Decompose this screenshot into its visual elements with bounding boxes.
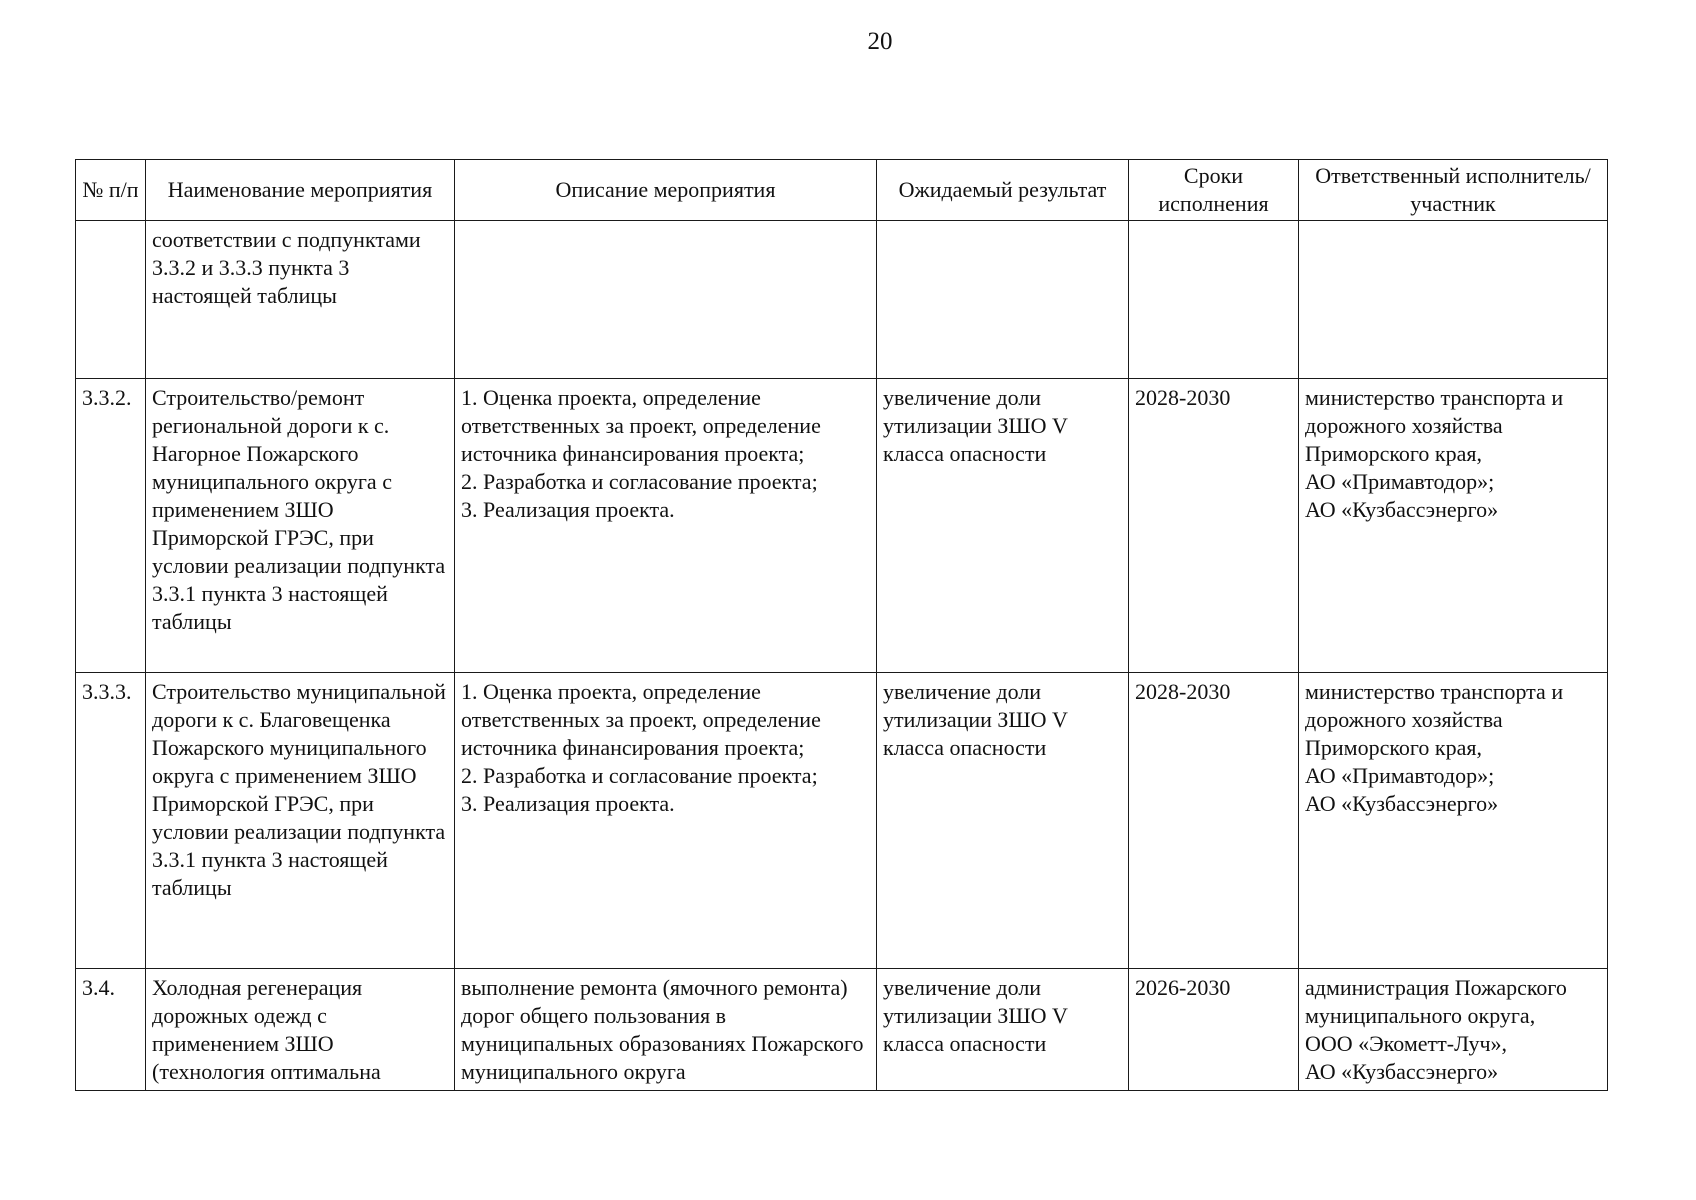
- responsible-entry: АО «Кузбассэнерго»: [1305, 1059, 1499, 1084]
- measures-table: [75, 159, 1608, 1091]
- header-responsible: Ответственный исполнитель/участник: [1299, 160, 1608, 221]
- row-num: 3.3.3.: [76, 673, 146, 969]
- responsible-entry: АО «Кузбассэнерго»: [1305, 791, 1499, 816]
- header-description: Описание мероприятия: [455, 160, 877, 221]
- responsible-entry: министерство транспорта и дорожного хозяйства Приморского края,: [1305, 385, 1564, 466]
- responsible-entry: АО «Примавтодор»;: [1305, 469, 1495, 494]
- row-num: 3.3.2.: [76, 379, 146, 673]
- responsible-entry: ООО «Экометт-Луч»,: [1305, 1031, 1508, 1056]
- row-description: [455, 379, 877, 673]
- description-step: 3. Реализация проекта.: [461, 497, 675, 522]
- row-result: увеличение доли утилизации ЗШО V класса опасности: [877, 673, 1129, 969]
- row-responsible: [1299, 969, 1608, 1091]
- responsible-entry: АО «Примавтодор»;: [1305, 763, 1495, 788]
- page-number: 20: [867, 28, 893, 55]
- row-name: Строительство муниципальной дороги к с. Благовещенка Пожарского муниципального округа с применением ЗШО Приморской ГРЭС, при условии реализации подпункта 3.3.1 пункта 3 настоящей таблицы: [146, 673, 455, 969]
- description-step: 1. Оценка проекта, определение ответственных за проект, определение источника финансирования проекта;: [461, 679, 821, 760]
- row-responsible: [1299, 221, 1608, 379]
- row-name: Холодная регенерация дорожных одежд с применением ЗШО (технология оптимальна: [146, 969, 455, 1091]
- description-step: 3. Реализация проекта.: [461, 791, 675, 816]
- row-responsible: [1299, 379, 1608, 673]
- description-step: 2. Разработка и согласование проекта;: [461, 469, 818, 494]
- responsible-entry: администрация Пожарского муниципального округа,: [1305, 975, 1567, 1028]
- table-header-row: [76, 160, 1608, 221]
- table-row: [76, 221, 1608, 379]
- row-terms: 2026-2030: [1129, 969, 1299, 1091]
- row-terms: [1129, 221, 1299, 379]
- row-description: [455, 969, 877, 1091]
- row-description: [455, 673, 877, 969]
- row-responsible: [1299, 673, 1608, 969]
- row-result: [877, 221, 1129, 379]
- description-step: выполнение ремонта (ямочного ремонта) дорог общего пользования в муниципальных образованиях Пожарского муниципального округа: [461, 975, 864, 1084]
- header-num: № п/п: [76, 160, 146, 221]
- row-result: увеличение доли утилизации ЗШО V класса опасности: [877, 379, 1129, 673]
- row-result: увеличение доли утилизации ЗШО V класса опасности: [877, 969, 1129, 1091]
- row-num: 3.4.: [76, 969, 146, 1091]
- row-num: [76, 221, 146, 379]
- table-row: [76, 379, 1608, 673]
- row-name: Строительство/ремонт региональной дороги к с. Нагорное Пожарского муниципального округа с применением ЗШО Приморской ГРЭС, при условии реализации подпункта 3.3.1 пункта 3 настоящей таблицы: [146, 379, 455, 673]
- row-terms: 2028-2030: [1129, 379, 1299, 673]
- header-name: Наименование мероприятия: [146, 160, 455, 221]
- row-name: соответствии с подпунктами 3.3.2 и 3.3.3 пункта 3 настоящей таблицы: [146, 221, 455, 379]
- header-terms: Сроки исполнения: [1129, 160, 1299, 221]
- header-result: Ожидаемый результат: [877, 160, 1129, 221]
- responsible-entry: АО «Кузбассэнерго»: [1305, 497, 1499, 522]
- table-row: [76, 673, 1608, 969]
- description-step: 2. Разработка и согласование проекта;: [461, 763, 818, 788]
- description-step: 1. Оценка проекта, определение ответственных за проект, определение источника финансирования проекта;: [461, 385, 821, 466]
- table-row: [76, 969, 1608, 1091]
- row-terms: 2028-2030: [1129, 673, 1299, 969]
- row-description: [455, 221, 877, 379]
- responsible-entry: министерство транспорта и дорожного хозяйства Приморского края,: [1305, 679, 1564, 760]
